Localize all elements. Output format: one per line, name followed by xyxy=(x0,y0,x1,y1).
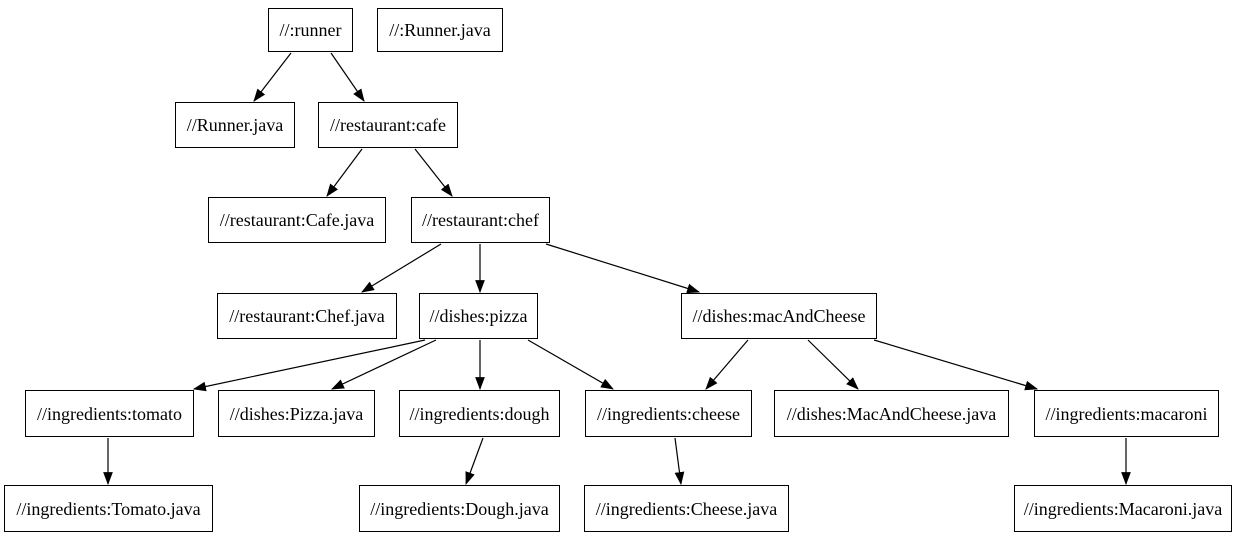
graph-node-macandcheese-java: //dishes:MacAndCheese.java xyxy=(774,390,1009,437)
edge-pizza-to-pizza-java xyxy=(332,340,436,389)
graph-node-pizza: //dishes:pizza xyxy=(419,293,538,339)
graph-node-chef-java: //restaurant:Chef.java xyxy=(217,293,397,339)
graph-node-dough-java: //ingredients:Dough.java xyxy=(359,485,560,532)
graph-node-pizza-java: //dishes:Pizza.java xyxy=(218,390,375,437)
edge-runner-to-runner-java-src xyxy=(254,53,291,101)
graph-node-runner-java-src: //Runner.java xyxy=(175,102,295,148)
graph-node-macaroni: //ingredients:macaroni xyxy=(1034,390,1219,437)
graph-node-cheese-java: //ingredients:Cheese.java xyxy=(584,485,789,532)
graph-node-runner: //:runner xyxy=(268,8,353,52)
edge-cafe-to-cafe-java xyxy=(327,149,362,196)
graph-node-cafe: //restaurant:cafe xyxy=(318,102,458,148)
graph-node-tomato: //ingredients:tomato xyxy=(25,390,194,437)
graph-node-chef: //restaurant:chef xyxy=(411,197,550,243)
edge-macandcheese-to-macandcheese-java xyxy=(808,340,858,389)
edge-pizza-to-cheese xyxy=(528,340,613,389)
edge-dough-to-dough-java xyxy=(466,438,483,484)
edge-pizza-to-tomato xyxy=(194,340,425,389)
edge-macandcheese-to-macaroni xyxy=(874,340,1037,389)
graph-node-runner-java-target: //:Runner.java xyxy=(377,8,503,52)
graph-node-cafe-java: //restaurant:Cafe.java xyxy=(208,197,386,243)
graph-node-macandcheese: //dishes:macAndCheese xyxy=(681,293,877,339)
graph-node-macaroni-java: //ingredients:Macaroni.java xyxy=(1014,485,1232,532)
edge-chef-to-chef-java xyxy=(362,244,441,292)
edge-cheese-to-cheese-java xyxy=(675,438,681,484)
edge-runner-to-cafe xyxy=(331,53,364,101)
edge-chef-to-macandcheese xyxy=(546,244,699,292)
edge-cafe-to-chef xyxy=(415,149,452,196)
graph-node-tomato-java: //ingredients:Tomato.java xyxy=(4,485,213,532)
graph-node-dough: //ingredients:dough xyxy=(399,390,560,437)
edge-macandcheese-to-cheese xyxy=(706,340,748,389)
graph-node-cheese: //ingredients:cheese xyxy=(585,390,752,437)
